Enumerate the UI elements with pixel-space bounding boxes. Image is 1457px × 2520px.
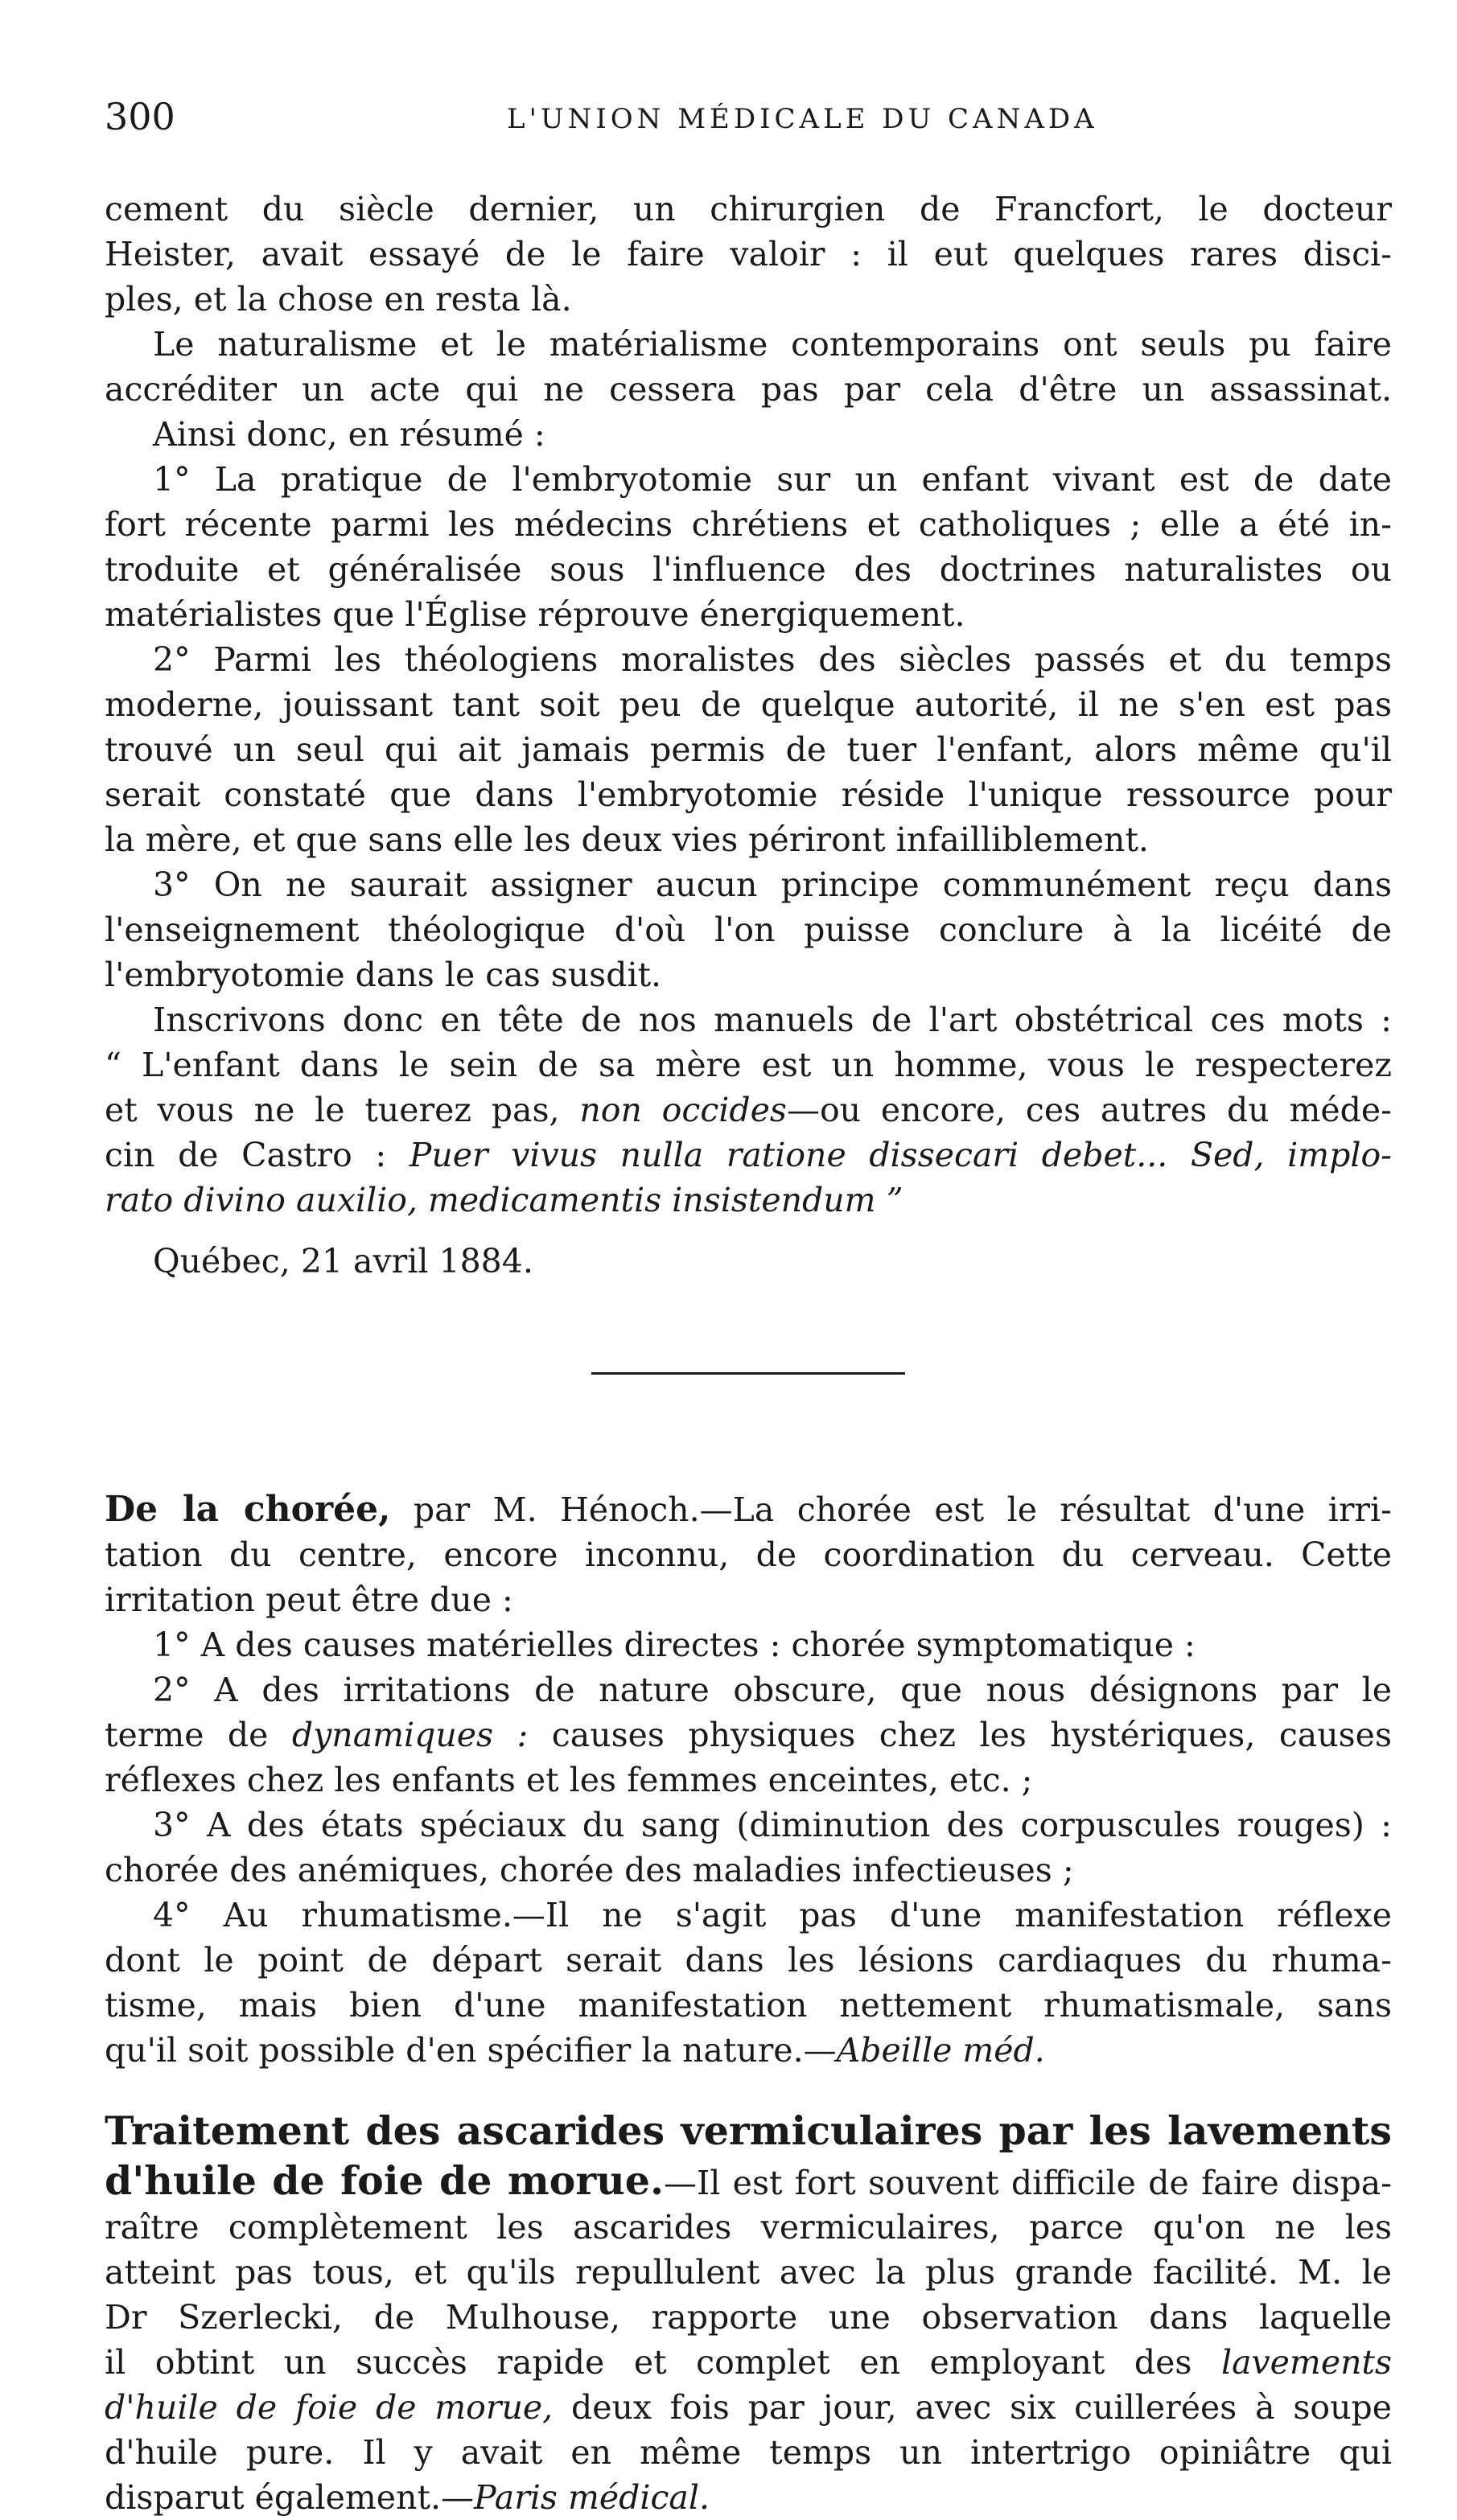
text-line: l'enseignement théologique d'où l'on puisse conclure à la licéité de [105, 911, 1392, 949]
text-line [105, 2028, 1392, 2073]
text-line: raître complètement les ascarides vermiculaires, parce qu'on ne les [105, 2208, 1392, 2247]
text-line: Le naturalisme et le matérialisme contemporains ont seuls pu faire [153, 325, 1392, 364]
quote-line: “ L'enfant dans le sein de sa mère est un homme, vous le respecterez [105, 1046, 1392, 1084]
italic-text: dynamiques : [291, 1716, 529, 1754]
text-line [105, 2340, 1392, 2385]
text-line: accréditer un acte qui ne cessera pas par cela d'être un assassinat. [105, 370, 1392, 409]
text-line: 2° A des irritations de nature obscure, que nous désignons par le [153, 1671, 1392, 1709]
text-line: ples, et la chose en resta là. [105, 280, 572, 319]
text: qu'il soit possible d'en spécifier la nature.— [105, 2031, 837, 2070]
text: terme de [105, 1716, 292, 1754]
text-line: 4° Au rhumatisme.—Il ne s'agit pas d'une manifestation réflexe [153, 1896, 1392, 1934]
text-line: tation du centre, encore inconnu, de coordination du cerveau. Cette [105, 1535, 1392, 1574]
text-line: troduite et généralisée sous l'influence des doctrines naturalistes ou [105, 550, 1392, 589]
text-line: Inscrivons donc en tête de nos manuels de l'art obstétrical ces mots : [153, 1001, 1392, 1039]
text-line: matérialistes que l'Église réprouve énergiquement. [105, 595, 965, 634]
text-line: 1° La pratique de l'embryotomie sur un enfant vivant est de date [153, 460, 1392, 499]
text: —Il est fort souvent difficile de faire dispa- [664, 2164, 1392, 2202]
text: disparut également.— [105, 2478, 474, 2517]
text-line: fort récente parmi les médecins chrétiens et catholiques ; elle a été in- [105, 505, 1392, 544]
text-line: Dr Szerlecki, de Mulhouse, rapporte une observation dans laquelle [105, 2298, 1392, 2337]
article-choree [105, 1487, 1392, 2073]
text-line: cement du siècle dernier, un chirurgien de Francfort, le docteur [105, 190, 1392, 228]
article-title [105, 2105, 1392, 2156]
source-citation: Abeille méd. [836, 2031, 1045, 2070]
text-line: d'huile pure. Il y avait en même temps un intertrigo opiniâtre qui [105, 2433, 1392, 2472]
text: —La chorée est le résultat d'une irri- [699, 1490, 1392, 1529]
article-title: De la chorée, [105, 1489, 391, 1530]
quote-italic: non occides [579, 1091, 787, 1129]
text-line: atteint pas tous, et qu'ils repullulent avec la plus grande facilité. M. le [105, 2253, 1392, 2292]
text-line [105, 1487, 1392, 1532]
text-line: tisme, mais bien d'une manifestation nettement rhumatismale, sans [105, 1986, 1392, 2025]
text-line: serait constaté que dans l'embryotomie réside l'unique ressource pour [105, 775, 1392, 814]
article-title-text: Traitement des ascarides vermiculaires par les lavements [105, 2107, 1392, 2154]
text-line [105, 2156, 1392, 2205]
article-ascarides [105, 2105, 1392, 2520]
text-line: la mère, et que sans elle les deux vies périront infailliblement. [105, 820, 1149, 859]
text-line: 2° Parmi les théologiens moralistes des siècles passés et du temps [153, 640, 1392, 679]
text-line: trouvé un seul qui ait jamais permis de tuer l'enfant, alors même qu'il [105, 730, 1392, 769]
text-line: Ainsi donc, en résumé : [153, 415, 545, 454]
quote-line [105, 1178, 1392, 1223]
text-line: 1° A des causes matérielles directes : chorée symptomatique : [153, 1626, 1196, 1664]
text-line [105, 2385, 1392, 2430]
italic-text: lavements [1220, 2343, 1392, 2382]
italic-text: d'huile de foie de morue, [105, 2388, 554, 2427]
running-title: L'UNION MÉDICALE DU CANADA [507, 103, 1098, 135]
text-line: 3° On ne saurait assigner aucun principe communément reçu dans [153, 865, 1392, 904]
text-line: irritation peut être due : [105, 1581, 513, 1619]
dateline: Québec, 21 avril 1884. [153, 1242, 533, 1281]
article-embryotomy [105, 187, 1392, 1284]
text-line: 3° A des états spéciaux du sang (diminution des corpuscules rouges) : [153, 1806, 1392, 1844]
body-text [105, 187, 1392, 2520]
section-divider [591, 1372, 905, 1375]
article-title-text: d'huile de foie de morue. [105, 2157, 665, 2204]
quote-text: et vous ne le tuerez pas, [105, 1091, 580, 1129]
text-line [105, 1712, 1392, 1757]
text-line [105, 2475, 1392, 2520]
quote-italic: Puer vivus nulla ratione dissecari debet... Sed, implo- [409, 1136, 1392, 1174]
text-line: réflexes chez les enfants et les femmes enceintes, etc. ; [105, 1761, 1033, 1799]
spacer [105, 2073, 1392, 2105]
text-line: dont le point de départ serait dans les lésions cardiaques du rhuma- [105, 1941, 1392, 1979]
byline: par M. Hénoch. [390, 1490, 700, 1529]
text: deux fois par jour, avec six cuillerées à soupe [553, 2388, 1392, 2427]
quote-line [105, 1087, 1392, 1133]
source-citation: Paris médical. [474, 2478, 710, 2517]
text: causes physiques chez les hystériques, causes [528, 1716, 1392, 1754]
page-number: 300 [105, 95, 175, 138]
quote-italic: rato divino auxilio, medicamentis insistendum ” [105, 1181, 903, 1219]
quote-line [105, 1133, 1392, 1178]
page-header [105, 95, 1392, 151]
text-line: moderne, jouissant tant soit peu de quelque autorité, il ne s'en est pas [105, 685, 1392, 724]
text-line: Heister, avait essayé de le faire valoir : il eut quelques rares disci- [105, 235, 1392, 273]
quote-text: cin de Castro : [105, 1136, 410, 1174]
text-line: l'embryotomie dans le cas susdit. [105, 956, 662, 994]
text-line: chorée des anémiques, chorée des maladies infectieuses ; [105, 1851, 1074, 1889]
quote-text: —ou encore, ces autres du méde- [786, 1091, 1392, 1129]
text: il obtint un succès rapide et complet en employant des [105, 2343, 1221, 2382]
